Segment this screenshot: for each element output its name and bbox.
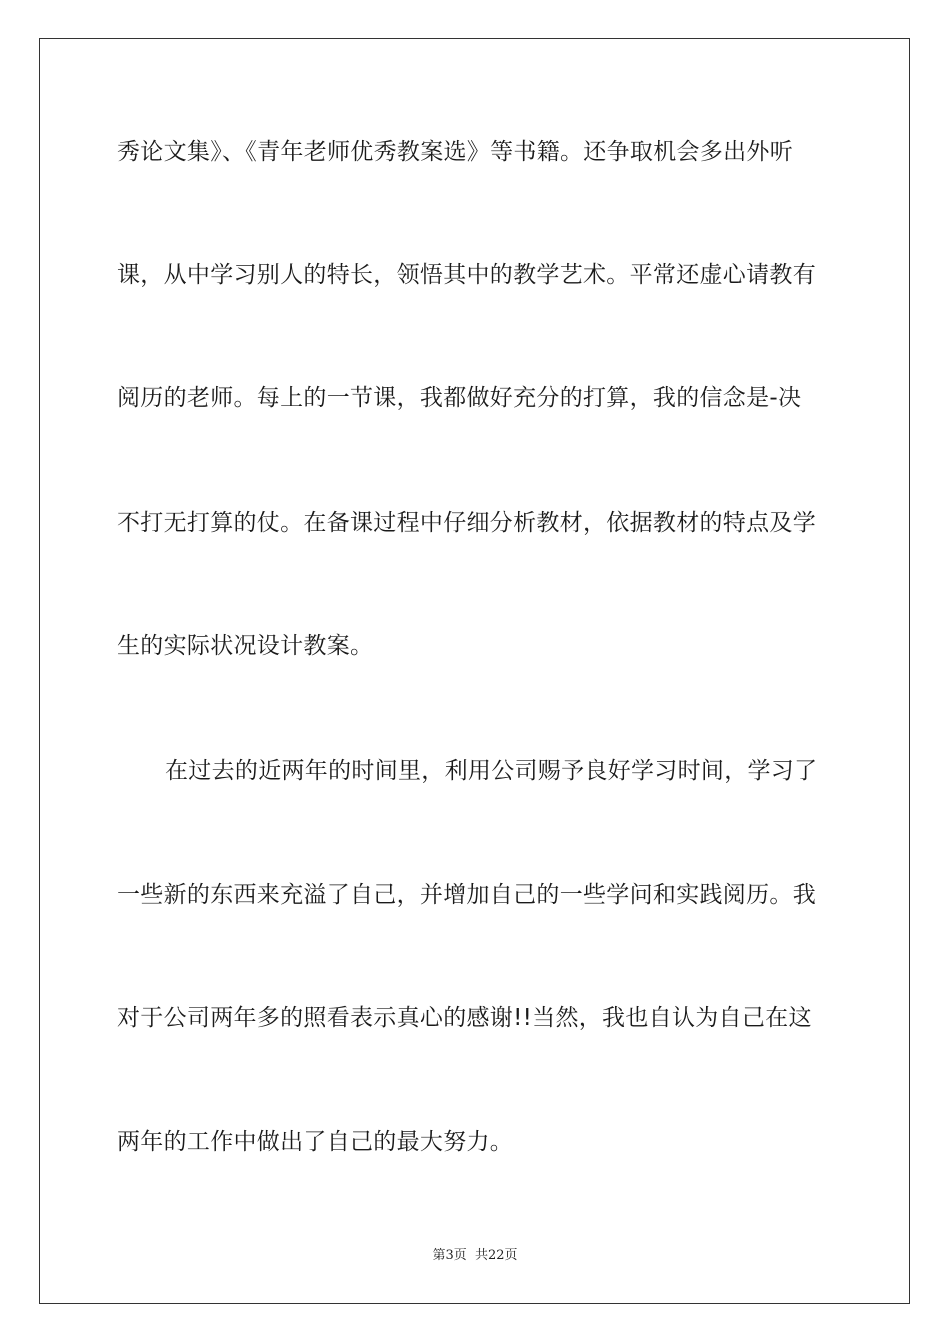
paragraph-first-line: 在过去的近两年的时间里，利用公司赐予良好学习时间，学习了 [165, 758, 818, 784]
page-total: 共22页 [474, 1248, 518, 1263]
text-line: 阅历的老师。每上的一节课，我都做好充分的打算，我的信念是-决 [117, 385, 802, 411]
text-line: 两年的工作中做出了自己的最大努力。 [117, 1129, 514, 1155]
page-footer [0, 1247, 950, 1265]
page-border [39, 38, 910, 1304]
text-line: 生的实际状况设计教案。 [117, 633, 374, 659]
text-line: 课，从中学习别人的特长，领悟其中的教学艺术。平常还虚心请教有 [117, 262, 816, 288]
text-line: 一些新的东西来充溢了自己，并增加自己的一些学问和实践阅历。我 [117, 882, 816, 908]
text-line: 对于公司两年多的照看表示真心的感谢!!当然，我也自认为自己在这 [117, 1005, 812, 1031]
page-number: 第3页 [432, 1248, 467, 1263]
text-line: 不打无打算的仗。在备课过程中仔细分析教材，依据教材的特点及学 [117, 510, 816, 536]
text-line: 秀论文集》、《青年老师优秀教案选》等书籍。还争取机会多出外听 [117, 139, 793, 165]
